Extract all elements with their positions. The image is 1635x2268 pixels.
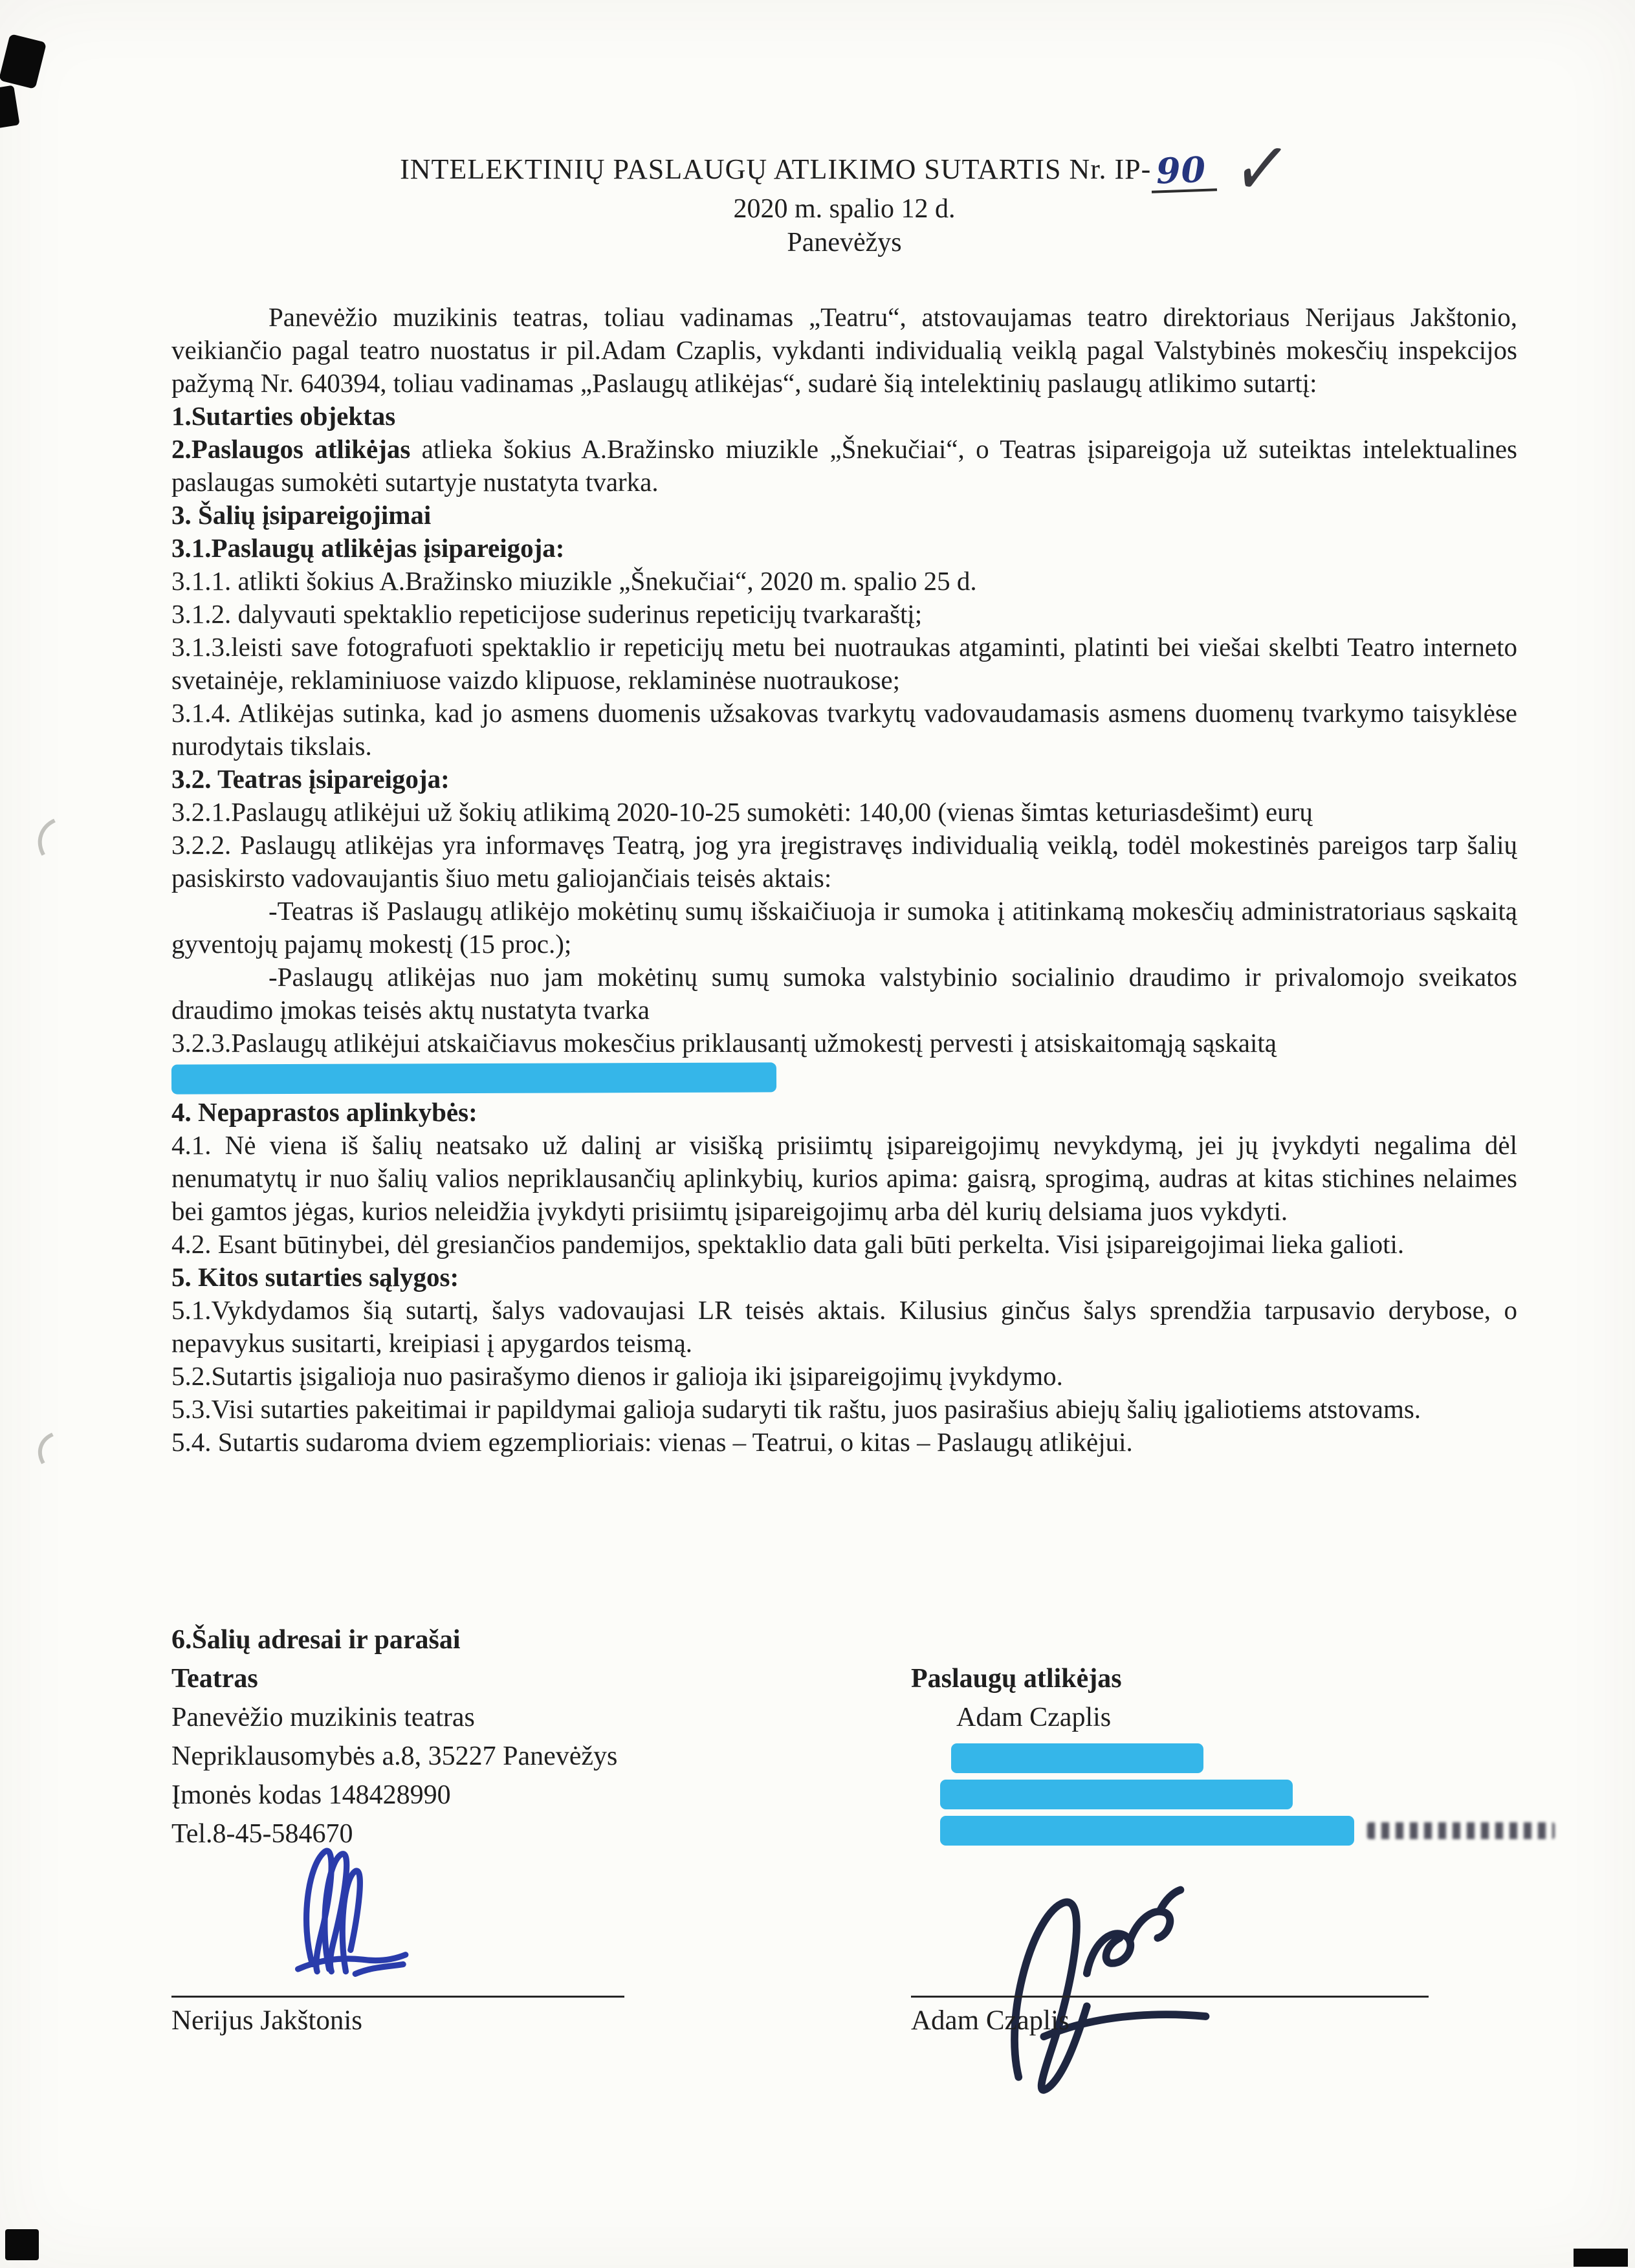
handwritten-contract-number: 90 [1150, 151, 1217, 193]
performer-signature-ink [971, 1875, 1249, 2102]
addresses-and-signatures-section [171, 1620, 1517, 1853]
performer-details [911, 1659, 1555, 1846]
theatre-name: Panevėžio muzikinis teatras [171, 1703, 475, 1732]
section-2-lead: 2.Paslaugos atlikėjas [171, 434, 411, 464]
performer-signer-name: Adam Czaplis [911, 2005, 1070, 2036]
scan-artifact-top-left-2 [0, 85, 20, 129]
title-text: INTELEKTINIŲ PASLAUGŲ ATLIKIMO SUTARTIS Nr. IP- [400, 153, 1152, 185]
redaction-bar-performer-3 [940, 1816, 1354, 1846]
document-content [171, 118, 1517, 1459]
redaction-bar-performer-2 [940, 1780, 1293, 1809]
theatre-address: Nepriklausomybės a.8, 35227 Panevėžys [171, 1741, 618, 1771]
theatre-signer-name: Nerijus Jakštonis [171, 2005, 363, 2036]
scan-smudge-arc-1 [30, 807, 112, 882]
section-6-heading: 6.Šalių adresai ir parašai [171, 1625, 461, 1655]
theatre-phone: Tel.8-45-584670 [171, 1819, 353, 1849]
clause-5-3: 5.3.Visi sutarties pakeitimai ir papildymai galioja sudaryti tik raštu, juos pasirašius abiejų šalių įgaliotiems atstovams. [171, 1394, 1421, 1424]
section-4-heading: 4. Nepaprastos aplinkybės: [171, 1097, 477, 1127]
scan-artifact-bottom-left [5, 2229, 39, 2260]
redaction-bar-account [171, 1062, 776, 1094]
clause-3-1-3: 3.1.3.leisti save fotografuoti spektaklio ir repeticijų metu bei nuotraukas atgaminti, platinti bei viešai skelbti Teatro interneto svetainėje, reklaminiuose vaizdo klipuose, reklaminėse nuotraukose; [171, 632, 1517, 695]
clause-3-2-1: 3.2.1.Paslaugų atlikėjui už šokių atlikimą 2020-10-25 sumokėti: 140,00 (vienas šimtas keturiasdešimt) eurų [171, 797, 1313, 827]
contract-date: 2020 m. spalio 12 d. [733, 194, 956, 224]
theatre-company-code: Įmonės kodas 148428990 [171, 1780, 451, 1810]
clause-3-2-2: 3.2.2. Paslaugų atlikėjas yra informavęs Teatrą, jog yra įregistravęs individualią veiklą, todėl mokestinės pareigos tarp šalių pasiskirsto vadovaujantis šiuo metu galiojančiais teisės aktais: [171, 830, 1517, 893]
theatre-heading: Teatras [171, 1664, 258, 1694]
section-5-heading: 5. Kitos sutarties sąlygos: [171, 1262, 459, 1292]
scan-artifact-top-left-1 [0, 34, 47, 89]
theatre-details [171, 1659, 911, 1853]
clause-3-2-3: 3.2.3.Paslaugų atlikėjui atskaičiavus mokesčius priklausantį užmokestį pervesti į atsiskaitomąją sąskaitą [171, 1028, 1277, 1058]
clause-5-2: 5.2.Sutartis įsigalioja nuo pasirašymo dienos ir galioja iki įsipareigojimų įvykdymo. [171, 1361, 1063, 1391]
illegible-text-fragment [1367, 1822, 1555, 1839]
clause-3-2-2-dash-1: -Teatras iš Paslaugų atlikėjo mokėtinų sumų išskaičiuoja ir sumoka į atitinkamą mokesčių administratoriaus sąskaitą gyventojų pajamų mokestį (15 proc.); [171, 896, 1517, 959]
redaction-bar-performer-1 [951, 1743, 1203, 1773]
scan-smudge-arc-2 [32, 1423, 106, 1488]
section-1-heading: 1.Sutarties objektas [171, 401, 396, 431]
theatre-signature-ink [272, 1829, 427, 1999]
performer-heading: Paslaugų atlikėjas [911, 1664, 1122, 1694]
clause-3-1-2: 3.1.2. dalyvauti spektaklio repeticijose suderinus repeticijų tvarkaraštį; [171, 599, 923, 629]
section-3-heading: 3. Šalių įsipareigojimai [171, 500, 432, 530]
clause-5-1: 5.1.Vykdydamos šią sutartį, šalys vadovaujasi LR teisės aktais. Kilusius ginčus šalys sprendžia tarpusavio derybose, o nepavykus susitarti, kreipiasi į apygardos teismą. [171, 1295, 1517, 1358]
intro-paragraph: Panevėžio muzikinis teatras, toliau vadinamas „Teatru“, atstovaujamas teatro direktoriaus Nerijaus Jakštonio, veikiančio pagal teatro nuostatus ir pil.Adam Czaplis, vykdanti individualią veiklą pagal Valstybinės mokesčių inspekcijos pažymą Nr. 640394, toliau vadinamas „Paslaugų atlikėjas“, sudarė šią intelektinių paslaugų atlikimo sutartį: [171, 302, 1517, 398]
performer-signature-line [911, 1996, 1429, 1998]
theatre-signature-line [171, 1996, 624, 1998]
contract-body [171, 301, 1517, 1459]
section-3-1-heading: 3.1.Paslaugų atlikėjas įsipareigoja: [171, 533, 565, 563]
scan-artifact-bottom-right [1574, 2249, 1628, 2267]
clause-3-2-2-dash-2: -Paslaugų atlikėjas nuo jam mokėtinų sumų sumoka valstybinio socialinio draudimo ir privalomojo sveikatos draudimo įmokas teisės aktų nustatyta tvarka [171, 962, 1517, 1025]
section-3-2-heading: 3.2. Teatras įsipareigoja: [171, 764, 450, 794]
checkmark-icon: ✓ [1228, 118, 1297, 220]
clause-3-1-1: 3.1.1. atlikti šokius A.Bražinsko miuzikle „Šnekučiai“, 2020 m. spalio 25 d. [171, 566, 977, 596]
contract-place: Panevėžys [787, 228, 902, 257]
section-2-paragraph [171, 433, 1517, 499]
clause-5-4: 5.4. Sutartis sudaroma dviem egzemplioriais: vienas – Teatrui, o kitas – Paslaugų atlikėjui. [171, 1427, 1133, 1457]
clause-4-2: 4.2. Esant būtinybei, dėl gresiančios pandemijos, spektaklio data gali būti perkelta. Visi įsipareigojimai lieka galioti. [171, 1229, 1405, 1259]
performer-name: Adam Czaplis [956, 1703, 1112, 1732]
clause-4-1: 4.1. Nė viena iš šalių neatsako už dalinį ar visišką prisiimtų įsipareigojimų nevykdymą, jei jų įvykdyti negalima dėl nenumatytų ir nuo šalių valios nepriklausančių aplinkybių, kurios apima: gaisrą, sprogimą, audras at kitas stichines nelaimes bei gamtos jėgas, kurios neleidžia įvykdyti prisiimtų įsipareigojimų arba dėl kurių delsiama juos vykdyti. [171, 1130, 1517, 1226]
clause-3-1-4: 3.1.4. Atlikėjas sutinka, kad jo asmens duomenis užsakovas tvarkytų vadovaudamasis asmens duomenų tvarkymo taisyklėse nurodytais tikslais. [171, 698, 1517, 761]
section-2-text: atlieka šokius A.Bražinsko miuzikle „Šnekučiai“, o Teatras įsipareigoja už suteiktas intelektualines paslaugas sumokėti sutartyje nustatyta tvarka. [171, 434, 1517, 497]
title-block [171, 118, 1517, 259]
